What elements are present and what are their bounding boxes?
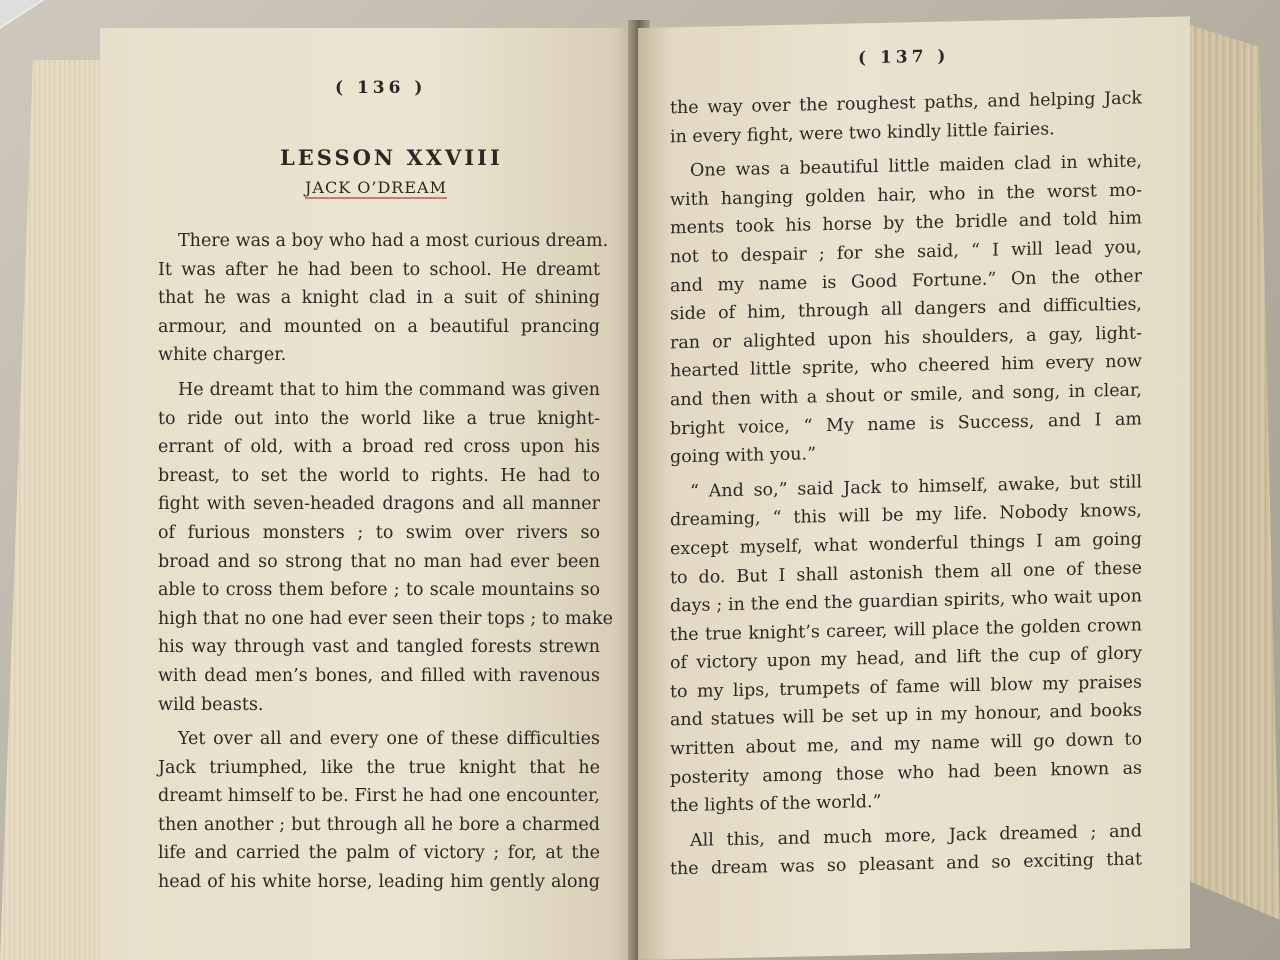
text-line: except myself, what wonderful things I am going [670,529,1142,560]
text-line: to my lips, trumpets of fame will blow my praises [670,672,1142,703]
text-line: not to despair ; for she said, “ I will lead you, [670,237,1142,268]
text-line: breast, to set the world to rights. He had to [158,465,600,486]
text-line: white charger. [158,345,287,366]
text-line: in every fight, were two kindly little fairies. [670,118,1055,147]
right-page [638,16,1190,960]
text-line: dreaming, “ this will be my life. Nobody knows, [670,500,1142,531]
page-number-left: ( 136 ) [335,78,427,98]
lesson-subtitle: JACK O’DREAM [305,178,447,197]
text-line: to ride out into the world like a true knight- [158,408,600,429]
left-page-text [158,227,613,897]
text-line: fight with seven-headed dragons and all manner [158,494,600,515]
text-line: the true knight’s career, will place the golden crown [670,615,1142,646]
lesson-title: LESSON XXVIII [280,145,503,170]
text-line: wild beasts. [158,694,264,715]
text-line: written about me, and my name will go down to [670,729,1142,760]
page-number-right: ( 137 ) [858,46,950,69]
text-line: to do. But I shall astonish them all one of these [670,557,1142,588]
text-line: and my name is Good Fortune.” On the other [670,266,1142,296]
text-line: errant of old, with a broad red cross upon his [158,437,600,458]
text-line: that he was a knight clad in a suit of shining [158,288,600,309]
text-line: of furious monsters ; to swim over rivers so [158,522,600,543]
text-line: Jack triumphed, like the true knight that he [158,757,600,778]
text-line: There was a boy who had a most curious dream. [178,231,609,251]
text-line: posterity among those who had been known as [670,758,1142,788]
text-line: and then with a shout or smile, and song, in clear, [670,380,1142,411]
text-line: One was a beautiful little maiden clad in white, [690,151,1142,182]
text-line: ran or alighted upon his shoulders, a gay, light- [670,323,1142,354]
text-line: of victory upon my head, and lift the cup of glory [670,643,1142,674]
text-line: hearted little sprite, who cheered him every now [670,351,1142,382]
text-line: head of his white horse, leading him gently along [158,872,600,893]
text-line: with hanging golden hair, who in the worst mo- [670,180,1142,211]
text-line: able to cross them before ; to scale mountains so [158,580,600,601]
text-line: his way through vast and tangled forests strewn [158,637,600,658]
text-line: All this, and much more, Jack dreamed ; and [690,821,1142,851]
text-line: bright voice, “ My name is Success, and I am [670,408,1142,439]
right-page-text [670,84,1142,884]
text-line: high that no one had ever seen their tops ; to make [158,608,613,629]
text-line: with dead men’s bones, and filled with ravenous [158,665,600,686]
text-line: armour, and mounted on a beautiful prancing [158,316,600,337]
text-line: days ; in the end the guardian spirits, who wait upon [670,586,1142,617]
left-page [100,28,640,960]
text-line: and statues will be set up in my honour, and books [670,700,1142,731]
text-line: “ And so,” said Jack to himself, awake, but still [690,472,1142,502]
text-line: dreamt himself to be. First he had one encounter, [158,786,600,807]
text-line: He dreamt that to him the command was given [178,379,600,400]
text-line: the way over the roughest paths, and helping Jack [670,88,1142,119]
text-line: then another ; but through all he bore a charmed [158,814,600,835]
text-line: It was after he had been to school. He dreamt [158,259,600,280]
text-line: broad and so strong that no man had ever been [158,551,600,572]
text-line: life and carried the palm of victory ; for, at the [158,843,600,864]
text-line: going with you.” [670,444,817,468]
text-line: the lights of the world.” [670,792,882,817]
text-line: ments took his horse by the bridle and told him [670,208,1142,239]
text-line: side of him, through all dangers and difficulties, [670,294,1142,325]
text-line: Yet over all and every one of these difficulties [178,729,600,750]
text-line: the dream was so pleasant and so exciting that [670,849,1142,880]
